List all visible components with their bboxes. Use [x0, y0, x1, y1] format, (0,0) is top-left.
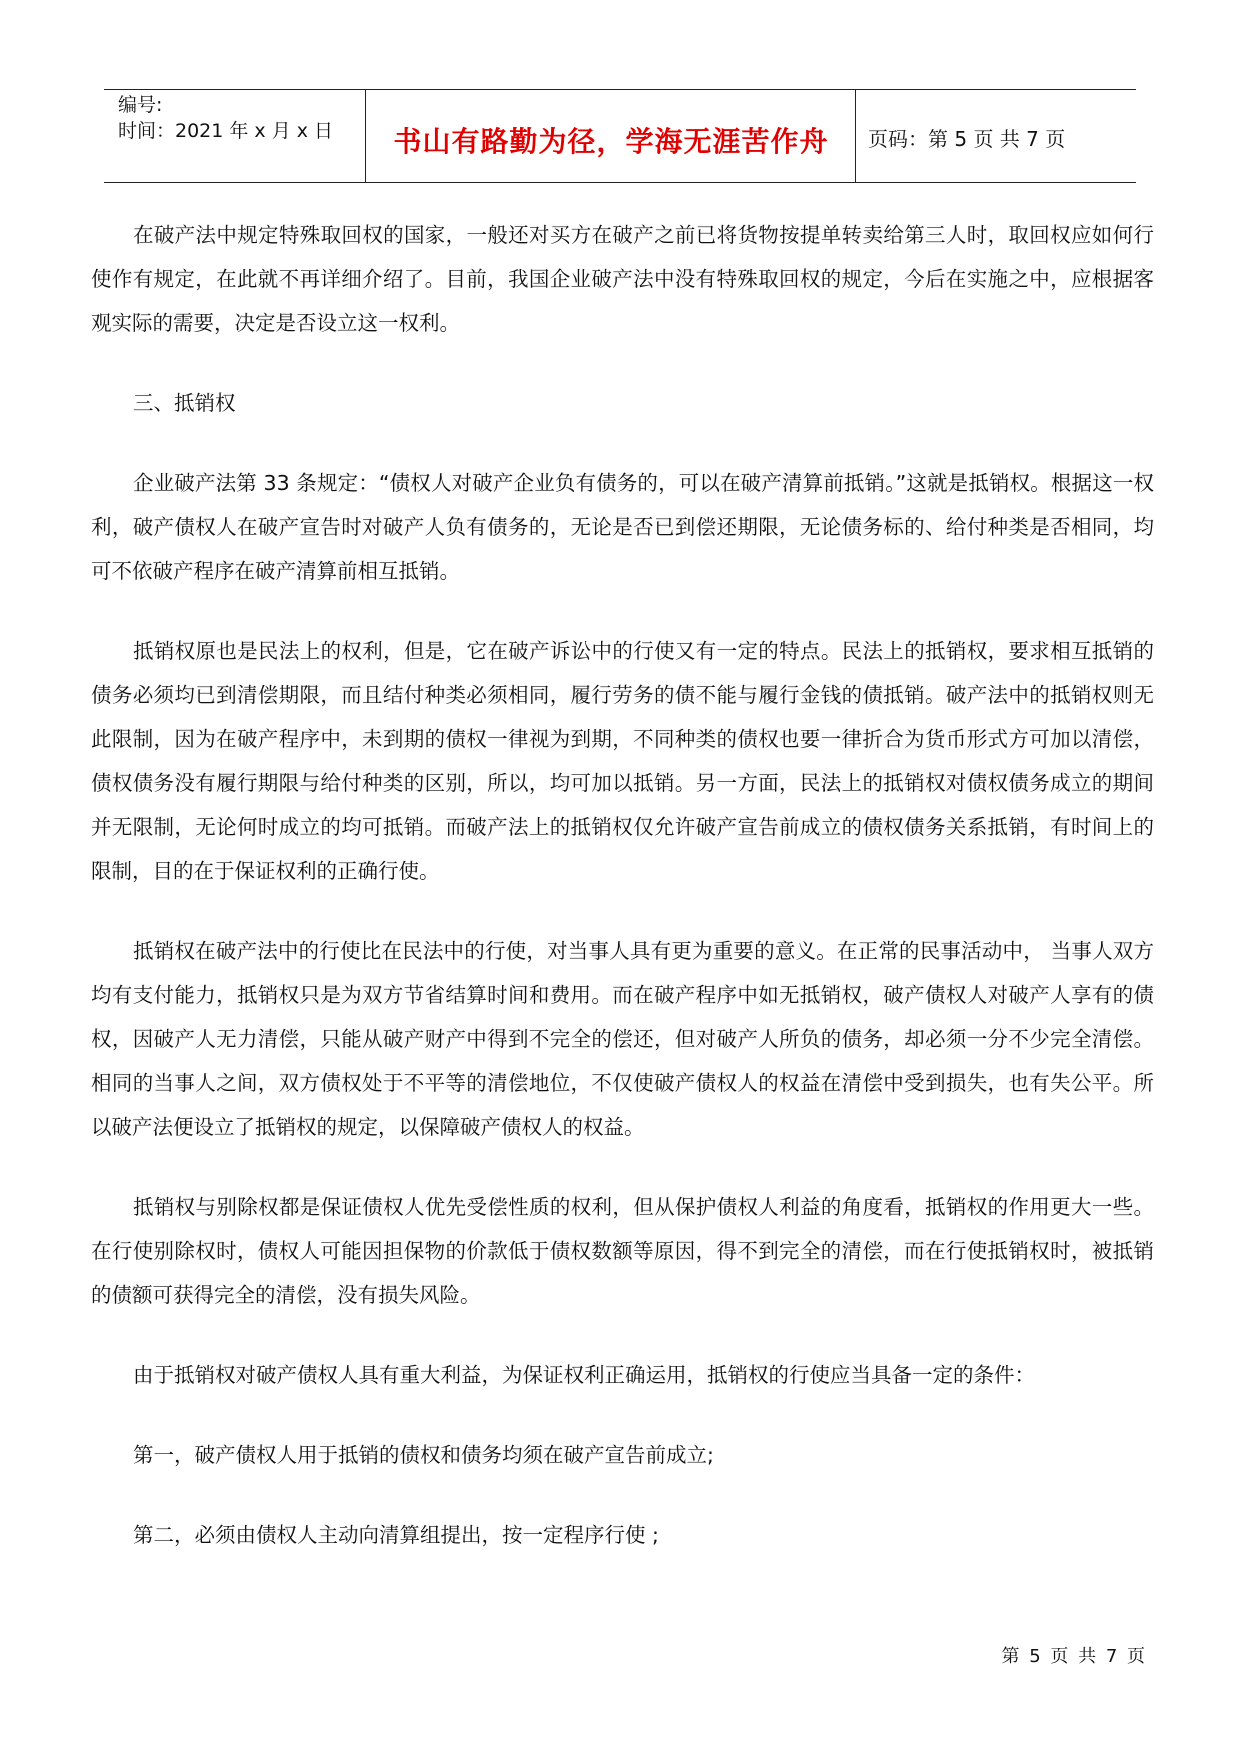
paragraph: 第一，破产债权人用于抵销的债权和债务均须在破产宣告前成立; — [133, 1443, 714, 1467]
paragraph: 第二，必须由债权人主动向清算组提出，按一定程序行使 ; — [133, 1523, 659, 1547]
document-header — [104, 89, 1136, 183]
header-divider-right — [855, 90, 856, 182]
header-motto: 书山有路勤为径，学海无涯苦作舟 — [393, 125, 829, 158]
paragraph: 抵销权原也是民法上的权利，但是，它在破产诉讼中的行使又有一定的特点。民法上的抵销权，要求相互抵销的债务必须均已到清偿期限，而且结付种类必须相同，履行劳务的债不能与履行金钱的债抵销。破产法中的抵销权则无此限制，因为在破产程序中，未到期的债权一律视为到期，不同种类的债权也要一律折合为货币形式方可加以清偿，债权债务没有履行期限与给付种类的区别，所以，均可加以抵销。另一方面，民法上的抵销权对债权债务成立的期间并无限制，无论何时成立的均可抵销。而破产法上的抵销权仅允许破产宣告前成立的债权债务关系抵销，有时间上的限制，目的在于保证权利的正确行使。 — [91, 639, 1154, 883]
section-heading: 三、抵销权 — [133, 391, 236, 415]
header-page-indicator: 页码：第 5 页 共 7 页 — [868, 127, 1066, 151]
paragraph: 抵销权与别除权都是保证债权人优先受偿性质的权利，但从保护债权人利益的角度看，抵销权的作用更大一些。在行使别除权时，债权人可能因担保物的价款低于债权数额等原因，得不到完全的清偿，而在行使抵销权时，被抵销的债额可获得完全的清偿，没有损失风险。 — [91, 1195, 1154, 1307]
header-divider-left — [365, 90, 366, 182]
document-body — [91, 213, 1154, 1593]
paragraph: 企业破产法第 33 条规定：“债权人对破产企业负有债务的，可以在破产清算前抵销。”这就是抵销权。根据这一权利，破产债权人在破产宣告时对破产人负有债务的，无论是否已到偿还期限，无论债务标的、给付种类是否相同，均可不依破产程序在破产清算前相互抵销。 — [91, 471, 1154, 583]
paragraph: 由于抵销权对破产债权人具有重大利益，为保证权利正确运用，抵销权的行使应当具备一定的条件： — [133, 1363, 1035, 1387]
document-number-label: 编号: — [118, 94, 163, 116]
header-meta — [118, 92, 333, 144]
page-footer: 第 5 页 共 7 页 — [1001, 1646, 1147, 1667]
document-time-label: 时间：2021 年 x 月 x 日 — [118, 120, 334, 142]
paragraph: 抵销权在破产法中的行使比在民法中的行使，对当事人具有更为重要的意义。在正常的民事活动中， 当事人双方均有支付能力，抵销权只是为双方节省结算时间和费用。而在破产程序中如无抵销权，破产债权人对破产人享有的债权，因破产人无力清偿，只能从破产财产中得到不完全的偿还，但对破产人所负的债务，却必须一分不少完全清偿。相同的当事人之间，双方债权处于不平等的清偿地位，不仅使破产债权人的权益在清偿中受到损失，也有失公平。所以破产法便设立了抵销权的规定，以保障破产债权人的权益。 — [91, 939, 1154, 1139]
paragraph: 在破产法中规定特殊取回权的国家，一般还对买方在破产之前已将货物按提单转卖给第三人时，取回权应如何行使作有规定，在此就不再详细介绍了。目前，我国企业破产法中没有特殊取回权的规定，今后在实施之中，应根据客观实际的需要，决定是否设立这一权利。 — [91, 223, 1154, 335]
